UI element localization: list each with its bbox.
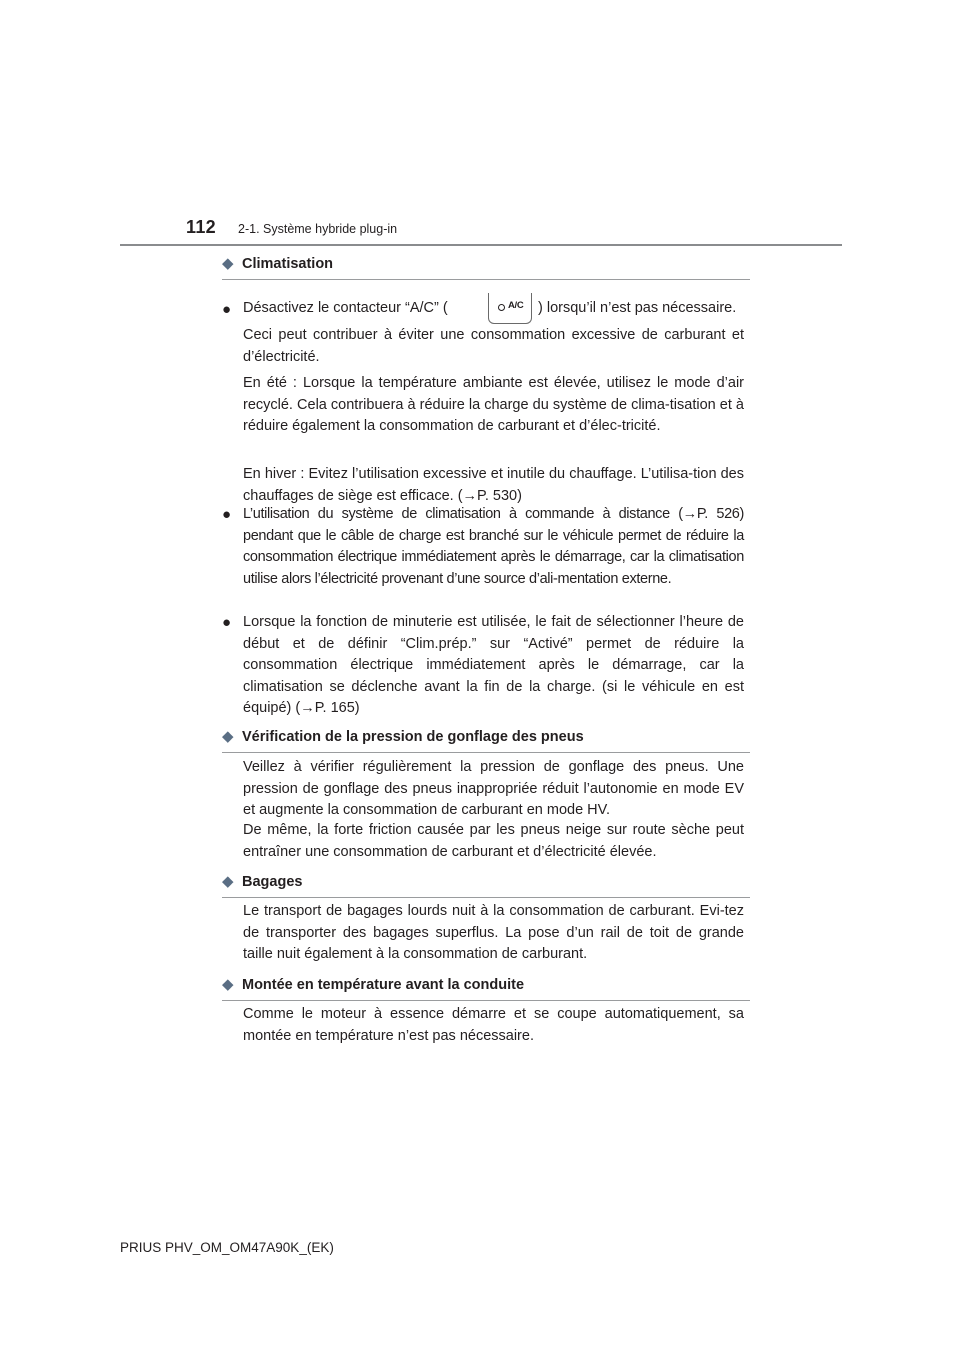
diamond-icon: ◆ xyxy=(222,728,234,745)
bagages-para-1: Le transport de bagages lourds nuit à la consommation de carburant. Evi-tez de transporter des bagages superflus. La pose d’un rail de toit de grande taille nuit également à la consommation de carburant. xyxy=(243,903,744,962)
climatisation-para-1: Ceci peut contribuer à éviter une consommation excessive de carburant et d’électricité. xyxy=(243,327,744,365)
diamond-icon: ◆ xyxy=(222,255,234,272)
chapter-title: 2-1. Système hybride plug-in xyxy=(238,222,398,236)
ac-button-icon xyxy=(488,293,532,324)
bullet-icon: ● xyxy=(222,301,232,318)
bullet-icon: ● xyxy=(222,614,232,631)
pneus-para-2: De même, la forte friction causée par les pneus neige sur route sèche peut entraîner une consommation de carburant et d’électricité élevée. xyxy=(243,822,744,860)
climatisation-bullet-3: Lorsque la fonction de minuterie est utilisée, le fait de sélectionner l’heure de début et de définir “Clim.prép.” sur “Activé” permet de réduire la consommation électrique immédiatement après le démarrage, car la climatisation se déclenche avant la fin de la charge. (si le véhicule en est équipé) (→P. 165) xyxy=(243,614,744,716)
section-title: Montée en température avant la conduite xyxy=(242,977,525,993)
section-rule xyxy=(222,1000,750,1001)
footer-document-code: PRIUS PHV_OM_OM47A90K_(EK) xyxy=(120,1240,334,1255)
diamond-icon: ◆ xyxy=(222,873,234,890)
ac-instruction xyxy=(243,293,744,327)
climatisation-bullet-2: L’utilisation du système de climatisation à commande à distance (→P. 526) pendant que le câble de charge est branché sur le véhicule permet de réduire la consommation électrique immédiatement après le démarrage, car la climatisation utilise alors l’électricité provenant d’une source d’ali-mentation externe. xyxy=(243,506,744,587)
header-rule xyxy=(120,244,842,246)
section-title: Bagages xyxy=(242,874,303,890)
section-rule xyxy=(222,897,750,898)
ac-instruction-after: ) lorsqu’il n’est pas nécessaire. xyxy=(538,300,737,316)
ac-button-label: A/C xyxy=(508,300,524,311)
ac-instruction-before: Désactivez le contacteur “A/C” ( xyxy=(243,300,448,316)
diamond-icon: ◆ xyxy=(222,976,234,993)
section-rule xyxy=(222,752,750,753)
page-number: 112 xyxy=(186,217,216,237)
climatisation-para-3: En hiver : Evitez l’utilisation excessive et inutile du chauffage. L’utilisa-tion des chauffages de siège est efficace. (→P. 530) xyxy=(243,466,744,504)
indicator-light-icon xyxy=(498,304,505,311)
pneus-para-1: Veillez à vérifier régulièrement la pression de gonflage des pneus. Une pression de gonflage des pneus inappropriée réduit l’autonomie en mode EV et augmente la consommation de carburant en mode HV. xyxy=(243,759,744,818)
climatisation-para-2: En été : Lorsque la température ambiante est élevée, utilisez le mode d’air recyclé. Cela contribuera à réduire la charge du système de clima-tisation et à réduire également la consommation de carburant et d’élec-tricité. xyxy=(243,375,744,434)
bullet-icon: ● xyxy=(222,506,232,523)
section-rule xyxy=(222,279,750,280)
section-title: Climatisation xyxy=(242,256,334,272)
montee-para-1: Comme le moteur à essence démarre et se coupe automatiquement, sa montée en température n’est pas nécessaire. xyxy=(243,1006,744,1044)
section-title: Vérification de la pression de gonflage des pneus xyxy=(242,729,584,745)
